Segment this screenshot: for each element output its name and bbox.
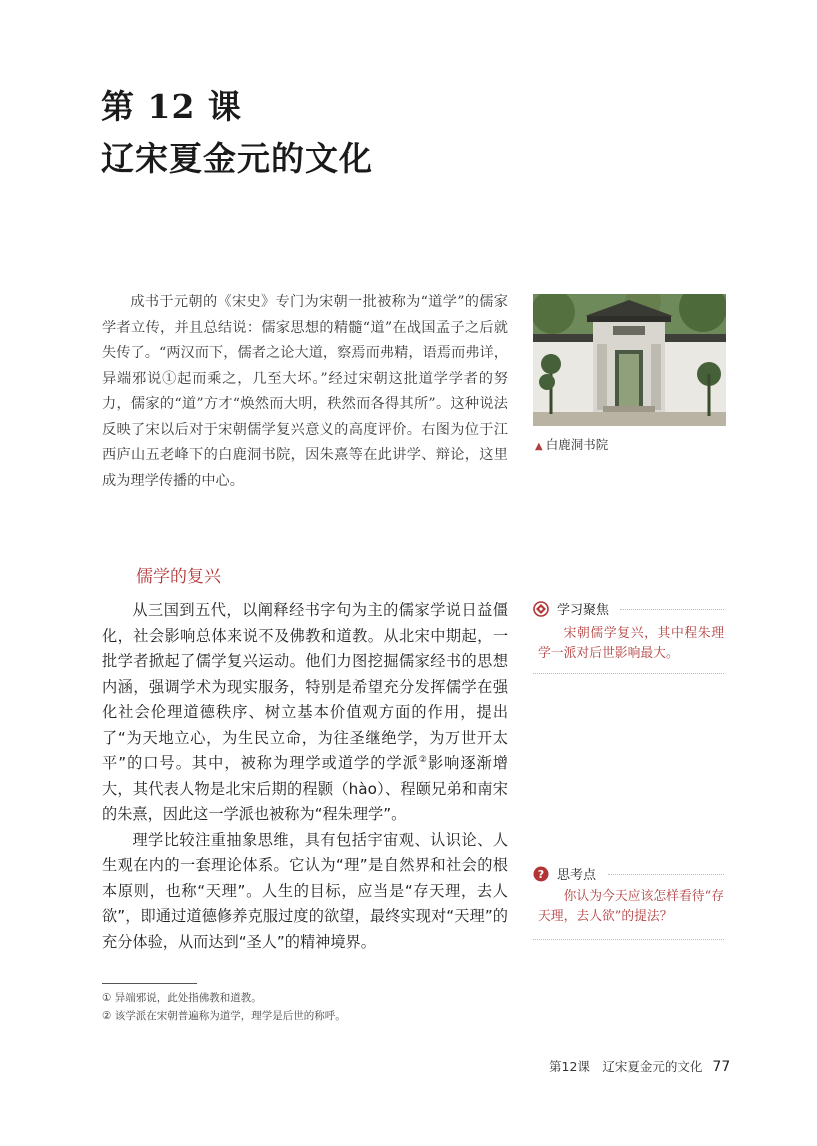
intro-text: 成书于元朝的《宋史》专门为宋朝一批被称为“道学”的儒家学者立传，并且总结说：儒家思想的精髓“道”在战国孟子之后就失传了。“两汉而下，儒者之论大道，察焉而弗精，语焉而弗详，异端邪说①起而乘之，几至大坏。”经过宋朝这批道学学者的努力，儒家的“道”方才“焕然而大明，秩然而各得其所”。这种说法反映了宋以后对于宋朝儒学复兴意义的高度评价。右图为位于江西庐山五老峰下的白鹿洞书院，因朱熹等在此讲学、辩论，这里成为理学传播的中心。 xyxy=(102,294,508,489)
study-focus-header xyxy=(533,599,609,621)
page-number: 77 xyxy=(712,1059,731,1075)
think-point-text-wrap xyxy=(538,887,724,927)
footnote-1: ① 异端邪说，此处指佛教和道教。 xyxy=(102,992,262,1004)
photo-caption xyxy=(535,435,608,453)
caption-triangle-icon: ▲ xyxy=(535,441,543,452)
study-focus-text: 宋朝儒学复兴，其中程朱理学一派对后世影响最大。 xyxy=(538,626,724,661)
page-footer xyxy=(549,1057,730,1075)
body-paragraph-2: 理学比较注重抽象思维，具有包括宇宙观、认识论、人生观在内的一套理论体系。它认为“理”是自然界和社会的根本原则，也称“天理”。人生的目标，应当是“存天理，去人欲”，即通过道德修养克服过度的欲望，最终实现对“天理”的充分体验，从而达到“圣人”的精神境界。 xyxy=(102,830,508,951)
study-focus-bottom-rule xyxy=(533,673,724,674)
think-point-header xyxy=(533,864,596,886)
svg-text:?: ? xyxy=(537,867,545,881)
think-point-text: 你认为今天应该怎样看待“存天理，去人欲”的提法？ xyxy=(538,889,724,924)
body-paragraph-1: 从三国到五代，以阐释经书字句为主的儒家学说日益僵化，社会影响总体来说不及佛教和道教。从北宋中期起，一批学者掀起了儒学复兴运动。他们力图挖掘儒家经书的思想内涵，强调学术为现实服务，特别是希望充分发挥儒学在强化社会伦理道德秩序、树立基本价值观方面的作用，提出了“为天地立心，为生民立命，为往圣继绝学，为万世开太平”的口号。其中，被称为理学或道学的学派②影响逐渐增大，其代表人物是北宋后期的程颢（hào）、程颐兄弟和南宋的朱熹，因此这一学派也被称为“程朱理学”。 xyxy=(102,601,508,823)
footnote-divider xyxy=(102,983,197,984)
footnote-2: ② 该学派在宋朝普遍称为道学，理学是后世的称呼。 xyxy=(102,1010,346,1022)
running-title: 第12课 辽宋夏金元的文化 xyxy=(549,1059,703,1074)
lesson-number: 第 12 课 xyxy=(101,87,242,126)
study-focus-top-rule xyxy=(620,609,724,610)
footnote-ref-2: ② xyxy=(418,754,428,765)
study-focus-label: 学习聚焦 xyxy=(557,603,610,618)
section-title: 儒学的复兴 xyxy=(136,567,221,587)
main-body xyxy=(102,598,508,955)
caption-text: 白鹿洞书院 xyxy=(545,437,609,452)
bailudong-academy-photo xyxy=(533,294,726,426)
focus-target-icon xyxy=(533,601,549,621)
lesson-title: 辽宋夏金元的文化 xyxy=(101,139,373,178)
think-point-bottom-rule xyxy=(533,939,724,940)
think-point-label: 思考点 xyxy=(557,868,597,883)
intro-paragraph xyxy=(102,290,508,494)
question-mark-icon xyxy=(533,866,549,886)
study-focus-text-wrap xyxy=(538,624,724,664)
think-point-top-rule xyxy=(608,874,724,875)
